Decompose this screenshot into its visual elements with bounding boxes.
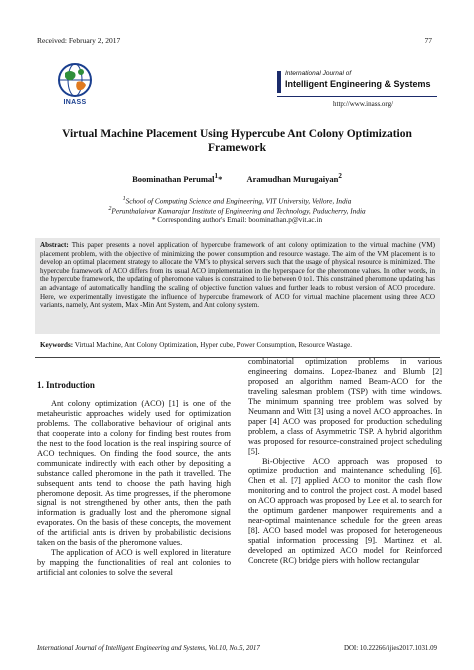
journal-underline — [277, 96, 437, 97]
paragraph: The application of ACO is well explored in literature by mapping the functionalities of real ant colonies to artificial ant colonies to solve the several — [37, 548, 231, 578]
footer-journal: International Journal of Intelligent Engineering and Systems, Vol.10, No.5, 2017 — [37, 645, 260, 652]
header-line — [37, 36, 432, 45]
author-1-mark: * — [218, 173, 223, 184]
right-column — [248, 357, 442, 566]
abstract-box — [35, 238, 440, 334]
journal-line1: International Journal of — [285, 70, 352, 77]
author-2 — [246, 174, 341, 184]
section-heading: 1. Introduction — [37, 380, 95, 390]
keywords-text: Virtual Machine, Ant Colony Optimization, Hyper cube, Power Consumption, Resource Wastage. — [73, 341, 353, 349]
affil-1-text: School of Computing Science and Engineering, VIT University, Vellore, India — [125, 196, 352, 206]
author-2-name: Aramudhan Murugaiyan — [246, 173, 339, 184]
journal-accent-bar — [277, 71, 281, 93]
masthead — [37, 62, 437, 117]
journal-url-link[interactable]: http://www.inass.org/ — [333, 100, 394, 108]
page-number: 77 — [424, 36, 432, 45]
affil-1-sup: 1 — [122, 196, 126, 202]
author-1-name: Boominathan Perumal — [132, 173, 215, 184]
inass-logo — [57, 62, 93, 108]
paper-title — [37, 127, 437, 155]
corresponding-email: * Corresponding author's Email: boominathan.p@vit.ac.in — [151, 215, 323, 224]
keywords-label: Keywords: — [40, 341, 74, 349]
author-list — [37, 172, 437, 184]
abstract-label: Abstract: — [40, 241, 69, 249]
globe-logo-icon — [57, 62, 93, 98]
author-1 — [132, 174, 222, 184]
footer-doi: DOI: 10.22266/ijies2017.1031.09 — [343, 645, 437, 652]
paragraph: Ant colony optimization (ACO) [1] is one of the metaheuristic approaches widely used for optimization problems. The collaborative behaviour of original ants that cooperate into a colony for finding best routes from the nest to the food location is the real inspiring source of ACO techniques. On finding the food source, the ants communicate indirectly with each other by depositing a substance called pheromone in the path it travelled. The subsequent ants tend to choose the path having high pheromone deposit. As time progresses, if the pheromone signal is not strengthened by other ants, then the path information is gradually lost and the pheromone signal evaporates. On the basis of these concepts, the movement of the artificial ants is driven by probabilistic decisions taken on the basis of the pheromone values. — [37, 398, 231, 548]
affil-2-text: Perunthalaivar Kamarajar Institute of Engineering and Technology, Puducherry, India — [111, 206, 366, 216]
page-footer — [37, 645, 437, 652]
keywords — [40, 341, 440, 349]
paragraph: combinatorial optimization problems in various engineering domains. Lopez-Ibanez and Blumb [2] proposed an algorithm named Beam-ACO for the traveling salesman problem (TSP) with time windows. The minimum spanning tree problem was solved by Neumann and Witt [3] using a novel ACO approaches. In paper [4] ACO was proposed for production scheduling problem, a class of Asymmetric TSP. A hybrid algorithm was proposed for resource-constrained project scheduling [5]. — [248, 357, 442, 456]
affil-2-sup: 2 — [108, 206, 112, 212]
logo-text: INASS — [63, 99, 87, 106]
title-line2: Framework — [207, 142, 267, 154]
abstract-text: This paper presents a novel application of hypercube framework of ant colony optimization to the virtual machine (VM) placement problem, with the objective of minimizing the power consumption and resource wastage. The aim of the VM placement is to develop an optimal placement strategy to allocate the VM’s to physical servers such that the usage of physical resource is minimized. The hypercube framework of ACO differs from its usual ACO implementation in the hyperspace for the pheromone values. In other words, in the hypercube framework, the updating of pheromone values is constrained to lie between 0 to1. This constrained pheromone updating has an advantage of automatically handling the scaling of objective function values and further leads to robust version of ACO procedure. Here, we experimentally investigate the influence of hypercube framework of ACO for virtual machine placement using three ACO variants, namely, Ant system, Max -Min Ant System, and Ant colony system. — [40, 241, 435, 310]
journal-line2: Intelligent Engineering & Systems — [285, 79, 431, 89]
left-column — [37, 367, 231, 578]
paragraph: Bi-Objective ACO approach was proposed to optimize production and maintenance scheduling [6]. Chen et al. [7] applied ACO to monitor the cash flow monitoring and to control the project cost. A model based on ACO approach was proposed by Lee et al. to search for the optimum gardener manpower requirements and a near-optimal maintenance schedule for the green areas [8]. ACO based model was proposed for heterogeneous spatial information processing [9]. Martinez et al. developed an optimized ACO model for Reinforced Concrete (RC) bridge piers with hollow rectangular — [248, 456, 442, 566]
author-1-sup: 1 — [214, 172, 219, 180]
journal-name-box — [277, 68, 437, 94]
author-2-sup: 2 — [338, 172, 342, 180]
received-date: Received: February 2, 2017 — [37, 36, 121, 45]
title-line1: Virtual Machine Placement Using Hypercube Ant Colony Optimization — [62, 128, 412, 140]
